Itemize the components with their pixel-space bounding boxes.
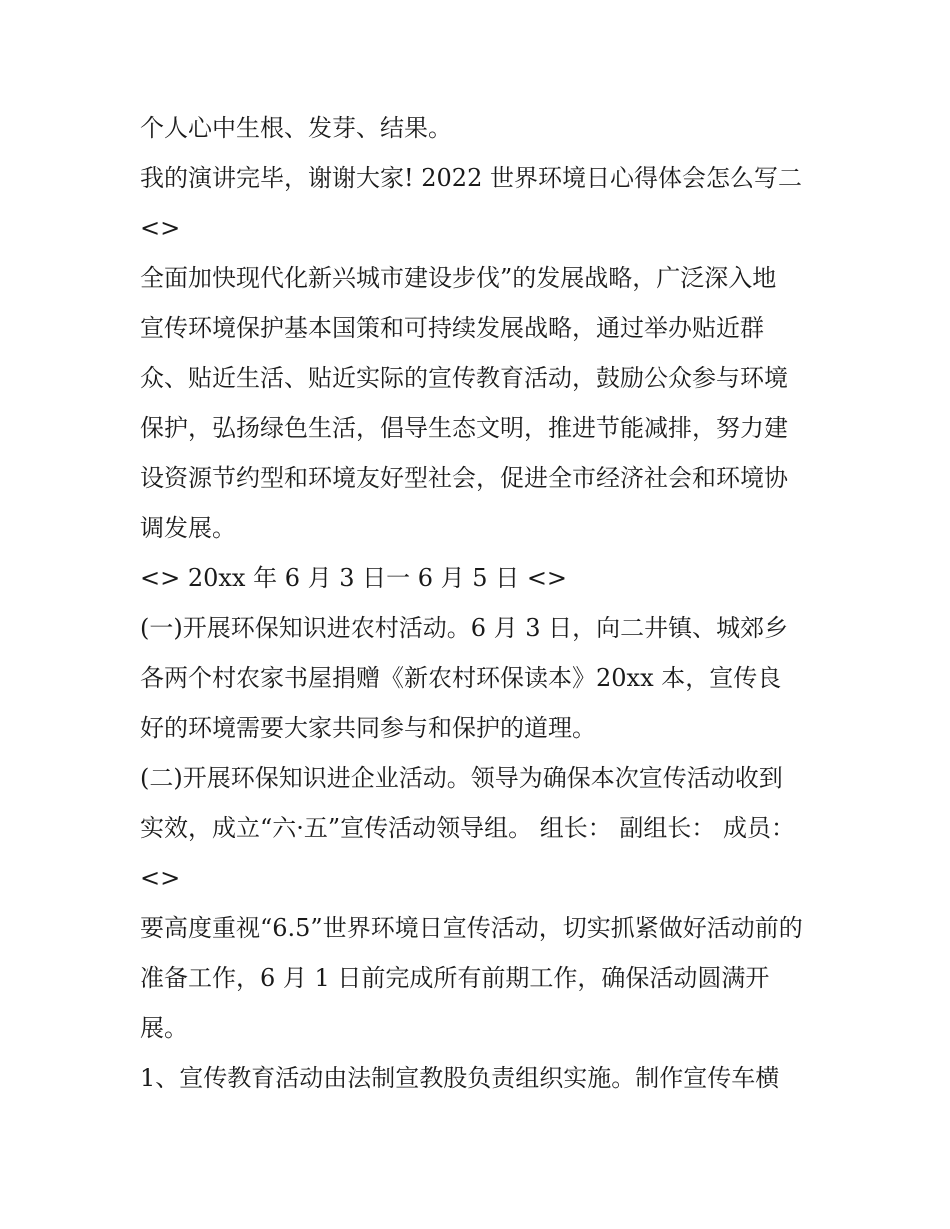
text-line: 个人心中生根、发芽、结果。	[140, 114, 452, 142]
text-line: 要高度重视“6.5”世界环境日宣传活动，切实抓紧做好活动前的	[140, 914, 803, 942]
text-line: 1、宣传教育活动由法制宣教股负责组织实施。制作宣传车横	[140, 1064, 780, 1092]
text-line: 准备工作，6 月 1 日前完成所有前期工作，确保活动圆满开	[140, 964, 770, 992]
document-body	[140, 108, 820, 1108]
text-line: 调发展。	[140, 514, 236, 542]
text-line: 展。	[140, 1014, 188, 1042]
text-line: (一)开展环保知识进农村活动。6 月 3 日，向二井镇、城郊乡	[140, 614, 789, 642]
text-line: 好的环境需要大家共同参与和保护的道理。	[140, 714, 596, 742]
text-line: 全面加快现代化新兴城市建设步伐”的发展战略，广泛深入地	[140, 264, 777, 292]
text-line: 宣传环境保护基本国策和可持续发展战略，通过举办贴近群	[140, 314, 764, 342]
text-line: 众、贴近生活、贴近实际的宣传教育活动，鼓励公众参与环境	[140, 364, 788, 392]
text-line: 设资源节约型和环境友好型社会，促进全市经济社会和环境协	[140, 464, 788, 492]
text-line: <>	[140, 864, 181, 892]
text-line: 各两个村农家书屋捐赠《新农村环保读本》20xx 本，宣传良	[140, 664, 782, 692]
text-line: 实效，成立“六·五”宣传活动领导组。 组长： 副组长： 成员：	[140, 814, 796, 842]
text-line: 保护，弘扬绿色生活，倡导生态文明，推进节能减排，努力建	[140, 414, 788, 442]
text-line: <> 20xx 年 6 月 3 日一 6 月 5 日 <>	[140, 564, 568, 592]
text-line: <>	[140, 214, 181, 242]
text-line: 我的演讲完毕，谢谢大家! 2022 世界环境日心得体会怎么写二	[140, 164, 802, 192]
text-line: (二)开展环保知识进企业活动。领导为确保本次宣传活动收到	[140, 764, 783, 792]
